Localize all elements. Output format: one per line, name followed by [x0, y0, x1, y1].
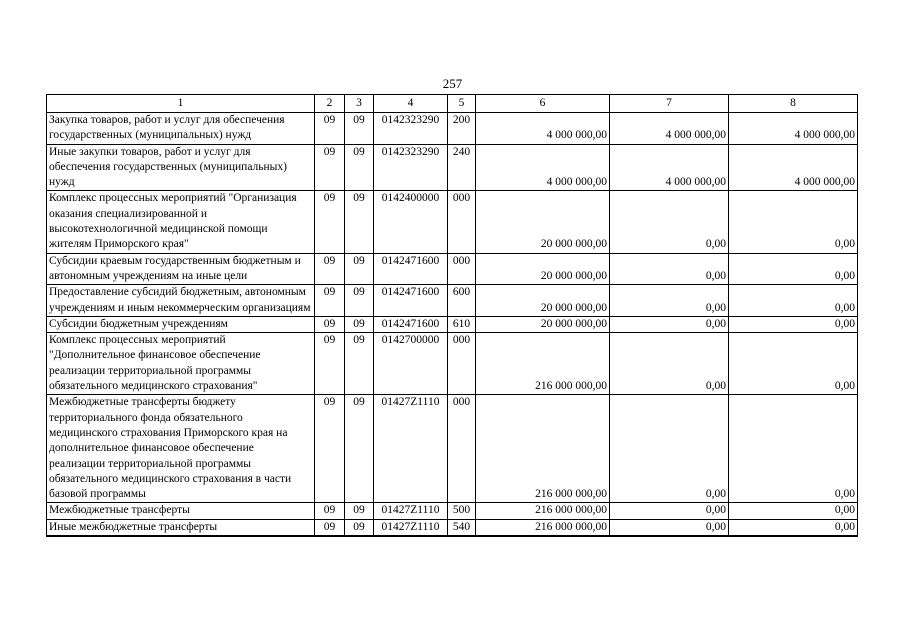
section-code: 09: [315, 333, 345, 395]
column-header: 5: [448, 95, 476, 113]
column-header: 7: [610, 95, 729, 113]
section-code: 09: [315, 316, 345, 332]
amount-col-8: 0,00: [729, 191, 858, 253]
subsection-code: 09: [345, 503, 374, 519]
subsection-code: 09: [345, 113, 374, 145]
subsection-code: 09: [345, 333, 374, 395]
amount-col-7: 0,00: [610, 285, 729, 317]
table-row: [47, 316, 858, 332]
amount-col-6: 4 000 000,00: [476, 144, 610, 191]
expense-type-code: 000: [448, 253, 476, 285]
column-header: 3: [345, 95, 374, 113]
target-article-code: 01427Z1110: [374, 519, 448, 536]
amount-col-6: 216 000 000,00: [476, 333, 610, 395]
expense-type-code: 000: [448, 191, 476, 253]
expense-type-code: 000: [448, 333, 476, 395]
target-article-code: 01427Z1110: [374, 503, 448, 519]
page-number: 257: [442, 76, 463, 91]
expense-type-code: 540: [448, 519, 476, 536]
row-name: Комплекс процессных мероприятий "Дополнительное финансовое обеспечение реализации территориальной программы обязательного медицинского страхования": [47, 333, 315, 395]
column-header: 6: [476, 95, 610, 113]
budget-table: [46, 94, 858, 537]
expense-type-code: 240: [448, 144, 476, 191]
section-code: 09: [315, 144, 345, 191]
amount-col-7: 4 000 000,00: [610, 144, 729, 191]
row-name: Комплекс процессных мероприятий "Организация оказания специализированной и высокотехнологичной медицинской помощи жителям Приморского края": [47, 191, 315, 253]
amount-col-8: 4 000 000,00: [729, 113, 858, 145]
amount-col-7: 0,00: [610, 503, 729, 519]
table-row: [47, 285, 858, 317]
amount-col-8: 0,00: [729, 253, 858, 285]
subsection-code: 09: [345, 519, 374, 536]
amount-col-7: 0,00: [610, 316, 729, 332]
table-row: [47, 503, 858, 519]
amount-col-7: 0,00: [610, 191, 729, 253]
target-article-code: 01427Z1110: [374, 395, 448, 503]
table-row: [47, 191, 858, 253]
section-code: 09: [315, 191, 345, 253]
target-article-code: 0142323290: [374, 144, 448, 191]
target-article-code: 0142471600: [374, 285, 448, 317]
section-code: 09: [315, 395, 345, 503]
target-article-code: 0142700000: [374, 333, 448, 395]
column-header: 2: [315, 95, 345, 113]
target-article-code: 0142471600: [374, 253, 448, 285]
amount-col-6: 216 000 000,00: [476, 503, 610, 519]
column-header: 1: [47, 95, 315, 113]
section-code: 09: [315, 253, 345, 285]
amount-col-6: 216 000 000,00: [476, 519, 610, 536]
section-code: 09: [315, 503, 345, 519]
table-row: [47, 519, 858, 536]
target-article-code: 0142400000: [374, 191, 448, 253]
target-article-code: 0142323290: [374, 113, 448, 145]
amount-col-8: 0,00: [729, 503, 858, 519]
header-row: [47, 95, 858, 113]
row-name: Закупка товаров, работ и услуг для обеспечения государственных (муниципальных) нужд: [47, 113, 315, 145]
table-row: [47, 333, 858, 395]
subsection-code: 09: [345, 395, 374, 503]
row-name: Межбюджетные трансферты бюджету территориального фонда обязательного медицинского страхования Приморского края на дополнительное финансовое обеспечение реализации территориальной программы обязательного медицинского страхования в части базовой программы: [47, 395, 315, 503]
amount-col-8: 0,00: [729, 316, 858, 332]
expense-type-code: 200: [448, 113, 476, 145]
subsection-code: 09: [345, 144, 374, 191]
amount-col-6: 20 000 000,00: [476, 191, 610, 253]
amount-col-8: 4 000 000,00: [729, 144, 858, 191]
table-row: [47, 253, 858, 285]
amount-col-6: 4 000 000,00: [476, 113, 610, 145]
target-article-code: 0142471600: [374, 316, 448, 332]
row-name: Межбюджетные трансферты: [47, 503, 315, 519]
amount-col-8: 0,00: [729, 333, 858, 395]
row-name: Субсидии бюджетным учреждениям: [47, 316, 315, 332]
amount-col-7: 4 000 000,00: [610, 113, 729, 145]
row-name: Иные межбюджетные трансферты: [47, 519, 315, 536]
expense-type-code: 500: [448, 503, 476, 519]
subsection-code: 09: [345, 316, 374, 332]
section-code: 09: [315, 113, 345, 145]
row-name: Субсидии краевым государственным бюджетным и автономным учреждениям на иные цели: [47, 253, 315, 285]
section-code: 09: [315, 285, 345, 317]
amount-col-8: 0,00: [729, 519, 858, 536]
table-row: [47, 144, 858, 191]
row-name: Предоставление субсидий бюджетным, автономным учреждениям и иным некоммерческим организациям: [47, 285, 315, 317]
amount-col-6: 20 000 000,00: [476, 285, 610, 317]
column-header: 4: [374, 95, 448, 113]
subsection-code: 09: [345, 253, 374, 285]
amount-col-7: 0,00: [610, 333, 729, 395]
amount-col-6: 20 000 000,00: [476, 253, 610, 285]
amount-col-7: 0,00: [610, 395, 729, 503]
expense-type-code: 600: [448, 285, 476, 317]
table-row: [47, 395, 858, 503]
row-name: Иные закупки товаров, работ и услуг для обеспечения государственных (муниципальных) нужд: [47, 144, 315, 191]
amount-col-7: 0,00: [610, 519, 729, 536]
expense-type-code: 610: [448, 316, 476, 332]
subsection-code: 09: [345, 191, 374, 253]
expense-type-code: 000: [448, 395, 476, 503]
amount-col-6: 216 000 000,00: [476, 395, 610, 503]
section-code: 09: [315, 519, 345, 536]
amount-col-8: 0,00: [729, 285, 858, 317]
amount-col-6: 20 000 000,00: [476, 316, 610, 332]
amount-col-8: 0,00: [729, 395, 858, 503]
column-header: 8: [729, 95, 858, 113]
subsection-code: 09: [345, 285, 374, 317]
table-row: [47, 113, 858, 145]
amount-col-7: 0,00: [610, 253, 729, 285]
